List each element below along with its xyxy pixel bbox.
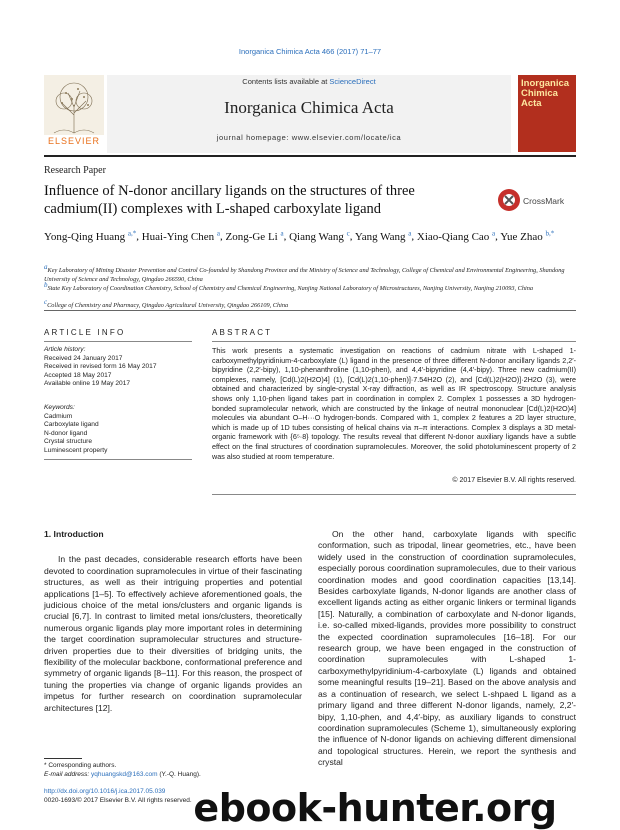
- affil-text: State Key Laboratory of Coordination Chemistry, School of Chemistry and Chemical Engineering, Nanjing National Laboratory of Microstructures, Nanjing University, Nanjing 210093, China: [47, 285, 534, 293]
- crossmark-icon[interactable]: [496, 186, 576, 216]
- journal-reference[interactable]: Inorganica Chimica Acta 466 (2017) 71–77: [238, 47, 382, 56]
- crossmark-label: CrossMark: [523, 196, 565, 206]
- affiliation-b: [44, 281, 576, 294]
- author-affil-mark: c: [346, 229, 350, 237]
- homepage-prefix: journal homepage:: [216, 133, 292, 142]
- email-line: [44, 771, 304, 780]
- cover-title: Inorganica Chimica Acta: [521, 78, 570, 109]
- abstract-heading: ABSTRACT: [212, 328, 273, 337]
- author-affil-mark: a,*: [127, 229, 137, 237]
- author-affil-mark: a: [280, 229, 284, 237]
- author-affil-mark: a: [408, 229, 412, 237]
- journal-homepage: [107, 133, 511, 142]
- email-suffix: (Y.-Q. Huang).: [157, 770, 201, 778]
- author-2[interactable]: [142, 231, 220, 243]
- author-name: Yue Zhao: [500, 230, 543, 243]
- author-list: Yong-Qing Huang $^{a,*}$, Huai-Ying Chen $^a$, Zong-Ge Li $^a$, Qiang Wang $^c$, Yang Wang $^a$, Xiao-Qiang Cao $^a$, Yue Zhao $^{b,*}$: [44, 229, 555, 243]
- intro-paragraph: In the past decades, considerable research efforts have been devoted to coordination supramolecules in virtue of their fascinating structures, as well as their intriguing properties and potential applications [1–5]. To effectively achieve aforementioned goals, the judicious choice of the metal ions/clusters and organic ligands is crucial [6,7]. In contrast to limited metal ions/clusters, theoretically numerous organic ligands play more important roles in determining the target coordination supramolecular structures and structure-driven properties due to their diversities of bridging units, the flexibility of the molecular backbone, conformational preference and symmetry of organic ligands [8–11]. For this reason, the prospect of tuning the properties via change of organic ligands provides an impetus for further research on coordination supramolecular architectures [12].: [44, 554, 302, 713]
- watermark: ebook-hunter.org: [193, 786, 557, 830]
- affil-text: College of Chemistry and Pharmacy, Qingdao Agricultural University, Qingdao 266109, China: [47, 302, 289, 310]
- author-5[interactable]: [355, 231, 412, 243]
- doi-link[interactable]: http://dx.doi.org/10.1016/j.ica.2017.05.039: [44, 788, 166, 795]
- homepage-link[interactable]: www.elsevier.com/locate/ica: [291, 133, 402, 142]
- keywords-block: [44, 404, 194, 456]
- abstract-text: This work presents a systematic investigation on reactions of cadmium nitrate with L-shaped 1-carboxymethylpyridinium-4-carboxylate (L) ligand in the presence of three different N-donor ancillary ligands 2,2′-bipyridine (2,2′-bipy), 1,10-phenanthroline (1,10-phen), and 4,4′-bipyridine (4,4′-bipy). Three new cadmium(II) complexes, namely, [Cd(L)2(H2O)4] (1), [Cd(L)2(1,10-phen)]·7.54H2O (2), and [Cd(L)2(H2O)]·2H2O (3), were obtained and characterized by single-crystal X-ray diffraction, as well as IR spectroscopy. Structure analysis shows only 1,10-phen ligand takes part in coordination in complex 2. Complex 1 possesses a 3D hydrogen-bonded supramolecular network, which are constructed by the linkage of neutral mononuclear [Cd(L)2(H2O)4] molecules via abundant O–H···O hydrogen-bonds. Compared with 1, complex 2 features a 2D layer structure, which is made up of 1D tubes consisting of helical chains via π–π interactions. Complex 3 displays a 3D metal-organic framework with {6⁵·8} topology. The results reveal that different N-donor auxiliary ligands have a subtle effect on the final structures of coordination supramolecules. Moreover, the solid photoluminescent property of 2 was also studied at room temperature.: [212, 346, 576, 461]
- keyword: Luminescent property: [44, 446, 108, 454]
- affiliation-c: [44, 298, 576, 311]
- contents-line: [107, 77, 511, 86]
- corresponding-footnote: [44, 762, 304, 779]
- author-affil-mark: a: [492, 229, 496, 237]
- article-type: Research Paper: [44, 165, 106, 176]
- keywords-label: Keywords:: [44, 404, 75, 411]
- author-name: Qiang Wang: [289, 230, 344, 243]
- email-label: E-mail address:: [44, 770, 91, 778]
- author-affil-mark: a: [216, 229, 220, 237]
- body-paragraph: On the other hand, carboxylate ligands with specific conformation, such as tripodal, linear geometries, etc., have been widely used in the construction of coordination supramolecules, especially porous coordination supramolecules, due to their various coordination modes and good coordination capacities [13,14]. Besides carboxylate ligands, N-donor ligands are another class of excellent ligands acting as either organic linkers or terminal ligands [15]. Naturally, a combination of carboxylate and N-donor ligands, i.e. so-called mixed-ligands, provides more possibility to construct the expected coordination supramolecules [16–18]. For our research group, we have been engaged in the construction of coordination supramolecules with L-shaped 1-carboxymethylpyridinium-4-carboxylate (L) ligands and obtained some meaningful results [19–21]. Based on the above analysis and as a continuation of research, we select L-shpaed L ligand as a primary ligand and three different N-donor ligands, namely, 2,2′-bipy, 1,10-phen, and 4,4′-bipy, as auxiliary ligands to construct coordination supramolecules (Scheme 1), simultaneously exploring the influence of N-donor ligands on achieving different dimensional and topological structures. Herein, we report the synthesis and crystal: [318, 529, 576, 768]
- elsevier-tree-logo: [44, 75, 104, 145]
- journal-name: Inorganica Chimica Acta: [224, 98, 394, 117]
- author-4[interactable]: [289, 231, 350, 243]
- keyword: N-donor ligand: [44, 429, 88, 437]
- corresponding-label: * Corresponding authors.: [44, 762, 117, 769]
- affil-key: b: [44, 281, 48, 289]
- author-name: Xiao-Qiang Cao: [416, 230, 490, 243]
- history-received: Received 24 January 2017: [44, 354, 123, 362]
- history-online: Available online 19 May 2017: [44, 380, 131, 388]
- history-revised: Received in revised form 16 May 2017: [44, 363, 157, 371]
- author-6[interactable]: [417, 231, 495, 243]
- article-info-heading: ARTICLE INFO: [44, 328, 126, 337]
- body-left-column: [44, 529, 302, 714]
- author-1[interactable]: [44, 231, 136, 243]
- article-title: Influence of N-donor ancillary ligands on the structures of three cadmium(II) complexes with L-shaped carboxylate ligand: [44, 183, 415, 217]
- footnote-rule: [44, 758, 82, 759]
- copyright-notice: © 2017 Elsevier B.V. All rights reserved.: [452, 477, 576, 484]
- affil-key: a: [44, 263, 48, 271]
- sciencedirect-link[interactable]: ScienceDirect: [329, 77, 376, 86]
- author-affil-mark: b,*: [545, 229, 555, 237]
- history-accepted: Accepted 18 May 2017: [44, 371, 112, 379]
- email-link[interactable]: yqhuangskd@163.com: [90, 770, 158, 778]
- author-3[interactable]: [225, 231, 283, 243]
- abstract-bottom-rule: [212, 494, 576, 495]
- intro-heading: 1. Introduction: [44, 529, 104, 539]
- issn-line: 0020-1693/© 2017 Elsevier B.V. All rights reserved.: [44, 796, 192, 804]
- author-7[interactable]: [500, 231, 554, 243]
- keyword: Cadmium: [44, 412, 73, 420]
- author-name: Yong-Qing Huang: [44, 230, 126, 243]
- affiliation-rule: [44, 310, 576, 311]
- author-name: Huai-Ying Chen: [141, 230, 215, 243]
- keyword: Crystal structure: [44, 438, 92, 446]
- abstract-rule: [212, 341, 576, 342]
- keyword: Carboxylate ligand: [44, 421, 99, 429]
- author-name: Yang Wang: [354, 230, 406, 243]
- article-history: [44, 346, 194, 389]
- header-rule: [44, 155, 576, 157]
- contents-prefix: Contents lists available at: [242, 77, 330, 86]
- affil-text: Key Laboratory of Mining Disaster Prevention and Control Co-founded by Shandong Province and the Ministry of Science and Technology, College of Chemical and Environmental Engineering, Shandong University of Science and Technology, Qingdao 266590, China: [44, 267, 565, 283]
- history-label: Article history:: [44, 346, 86, 353]
- keywords-rule: [44, 459, 192, 460]
- affil-key: c: [44, 298, 48, 306]
- article-info-rule: [44, 341, 192, 342]
- author-name: Zong-Ge Li: [225, 230, 278, 243]
- publisher-logo-text: ELSEVIER: [47, 136, 101, 146]
- body-right-column: [318, 529, 576, 769]
